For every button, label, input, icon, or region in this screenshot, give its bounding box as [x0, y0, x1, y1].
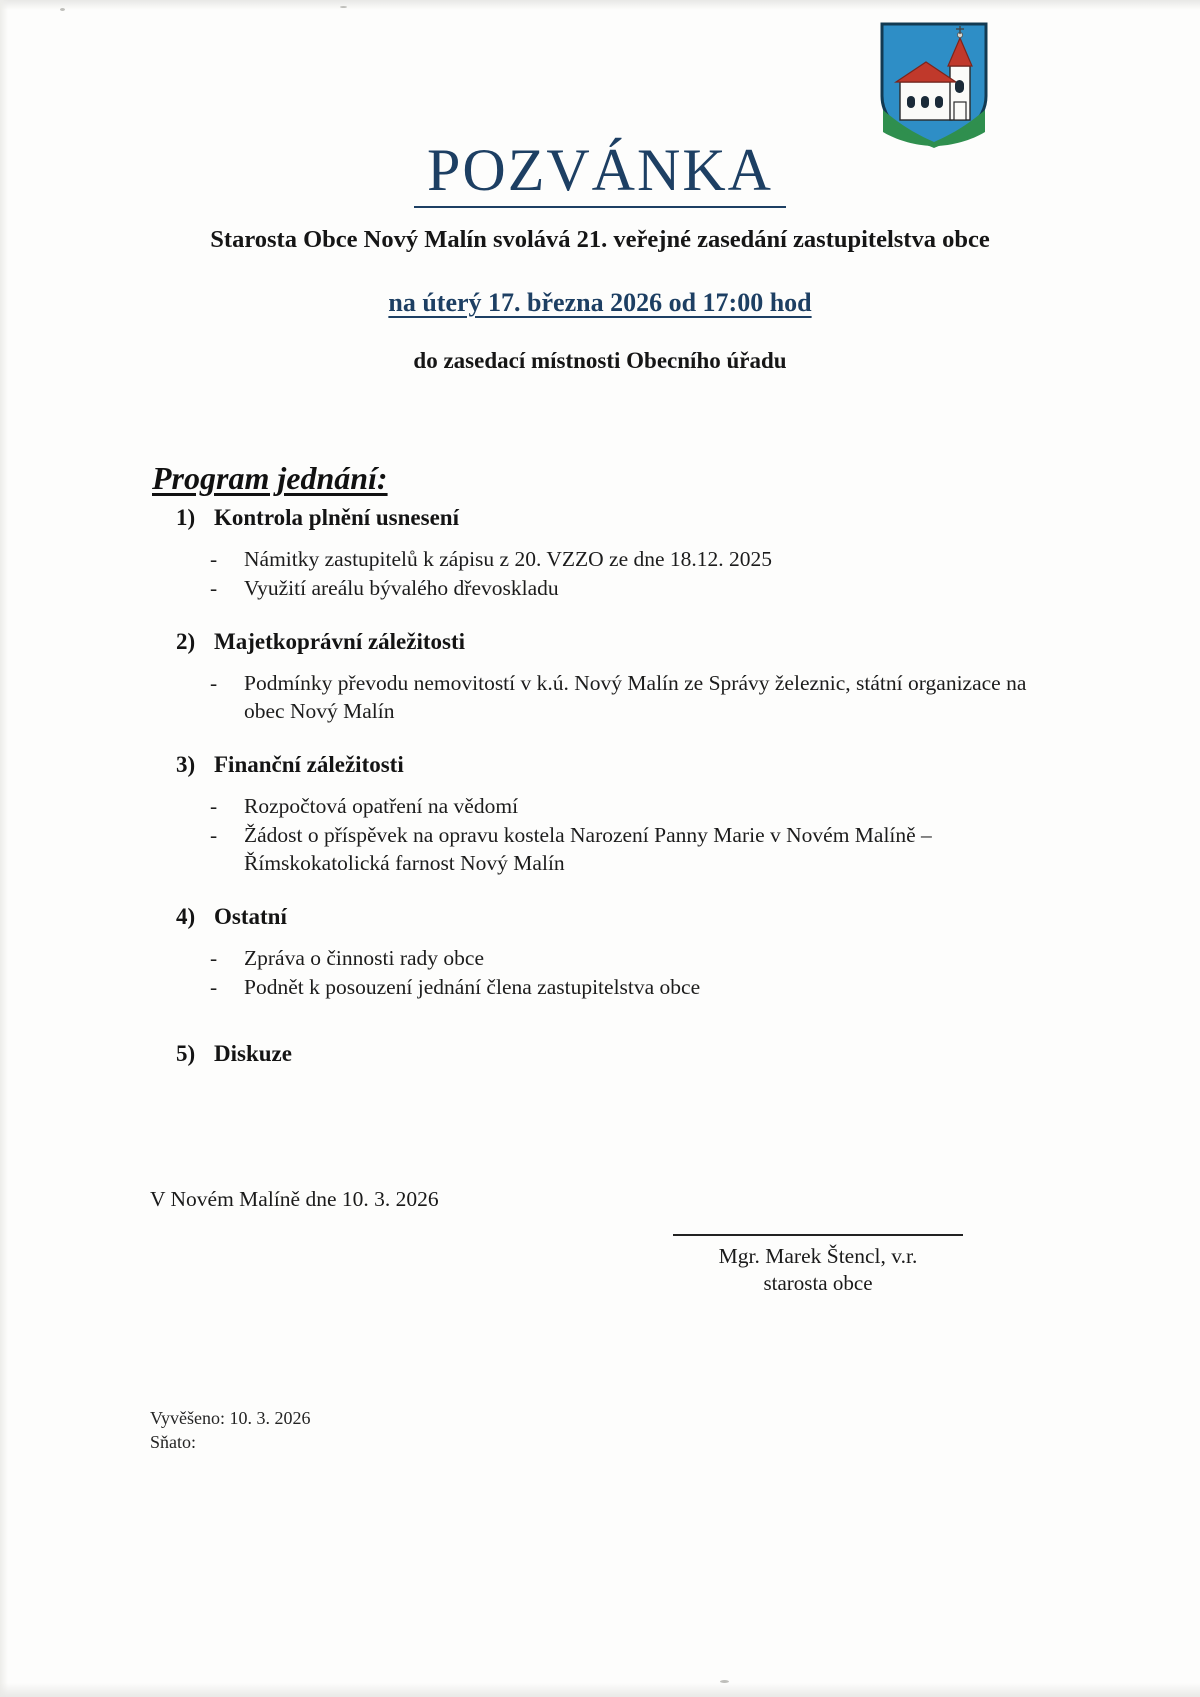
dash-bullet-icon: -	[210, 670, 218, 695]
dash-bullet-icon: -	[210, 975, 218, 999]
posting-footer	[150, 1406, 1052, 1455]
list-item-text: Žádost o příspěvek na opravu kostela Narození Panny Marie v Novém Malíně – Římskokatolická farnost Nový Malín	[244, 822, 932, 876]
agenda-item-number: 5)	[176, 1041, 196, 1067]
dash-bullet-icon: -	[210, 945, 218, 970]
agenda-item	[176, 904, 1052, 1002]
agenda-item-number: 2)	[176, 628, 196, 654]
dash-bullet-icon: -	[210, 822, 218, 847]
scan-edge-left	[0, 0, 8, 1697]
agenda-item	[176, 1041, 1052, 1067]
agenda-item-label: Ostatní	[214, 903, 287, 929]
meeting-datetime: na úterý 17. března 2026 od 17:00 hod	[388, 288, 812, 317]
agenda-item	[176, 752, 1052, 878]
title-underline	[414, 206, 786, 208]
posted-date: Vyvěšeno: 10. 3. 2026	[150, 1407, 311, 1428]
spacer	[176, 1001, 1052, 1041]
meeting-place: do zasedací místnosti Obecního úřadu	[413, 348, 787, 373]
list-item-text: Využití areálu bývalého dřevoskladu	[244, 576, 559, 601]
agenda-item-label: Finanční záležitosti	[214, 751, 404, 777]
dash-bullet-icon: -	[210, 576, 218, 601]
dash-bullet-icon: -	[210, 793, 218, 818]
list-item	[210, 669, 1052, 726]
list-item-text: Námitky zastupitelů k zápisu z 20. VZZO ze dne 18.12. 2025	[244, 547, 773, 571]
agenda-list	[176, 505, 1052, 1067]
agenda-item-label: Kontrola plnění usnesení	[214, 505, 459, 530]
list-item	[210, 792, 1052, 820]
agenda-item-number: 1)	[176, 505, 196, 530]
signatory-name: Mgr. Marek Štencl, v.r.	[718, 1243, 918, 1268]
scan-speck	[60, 8, 65, 11]
dash-bullet-icon: -	[210, 547, 218, 571]
list-item-text: Podnět k posouzení jednání člena zastupitelstva obce	[244, 975, 701, 999]
document-content	[148, 0, 1052, 1455]
signatory-role: starosta obce	[763, 1270, 873, 1295]
agenda-sublist	[210, 944, 1052, 1002]
list-item	[210, 574, 1052, 602]
signature-block	[668, 1234, 968, 1296]
agenda-item-title	[176, 752, 1052, 778]
list-item	[210, 821, 1052, 878]
list-item-text: Rozpočtová opatření na vědomí	[244, 793, 519, 818]
agenda-item-label: Majetkoprávní záležitosti	[214, 628, 466, 654]
agenda-sublist	[210, 792, 1052, 878]
agenda-sublist	[210, 669, 1052, 726]
agenda-item-title	[176, 505, 1052, 531]
page-title: POZVÁNKA	[427, 137, 773, 203]
agenda-item-title	[176, 629, 1052, 655]
agenda-item-label: Diskuze	[214, 1041, 292, 1067]
agenda-item-title	[176, 1041, 1052, 1067]
agenda-item	[176, 505, 1052, 603]
list-item	[210, 944, 1052, 972]
agenda-item	[176, 629, 1052, 726]
document-subtitle: Starosta Obce Nový Malín svolává 21. veřejné zasedání zastupitelstva obce	[210, 226, 990, 253]
scan-speck	[720, 1680, 729, 1683]
list-item-text: Zpráva o činnosti rady obce	[244, 945, 484, 970]
scan-edge-bottom	[0, 1683, 1200, 1697]
signature-line	[673, 1234, 963, 1236]
place-and-date: V Novém Malíně dne 10. 3. 2026	[150, 1187, 439, 1212]
list-item-text: Podmínky převodu nemovitostí v k.ú. Nový Malín ze Správy železnic, státní organizace na obec Nový Malín	[244, 670, 1027, 724]
list-item	[210, 545, 1052, 573]
program-heading: Program jednání:	[152, 460, 388, 496]
agenda-item-title	[176, 904, 1052, 930]
removed-date: Sňato:	[150, 1432, 197, 1453]
agenda-sublist	[210, 545, 1052, 603]
agenda-item-number: 4)	[176, 903, 196, 929]
list-item	[210, 973, 1052, 1001]
agenda-item-number: 3)	[176, 751, 196, 777]
